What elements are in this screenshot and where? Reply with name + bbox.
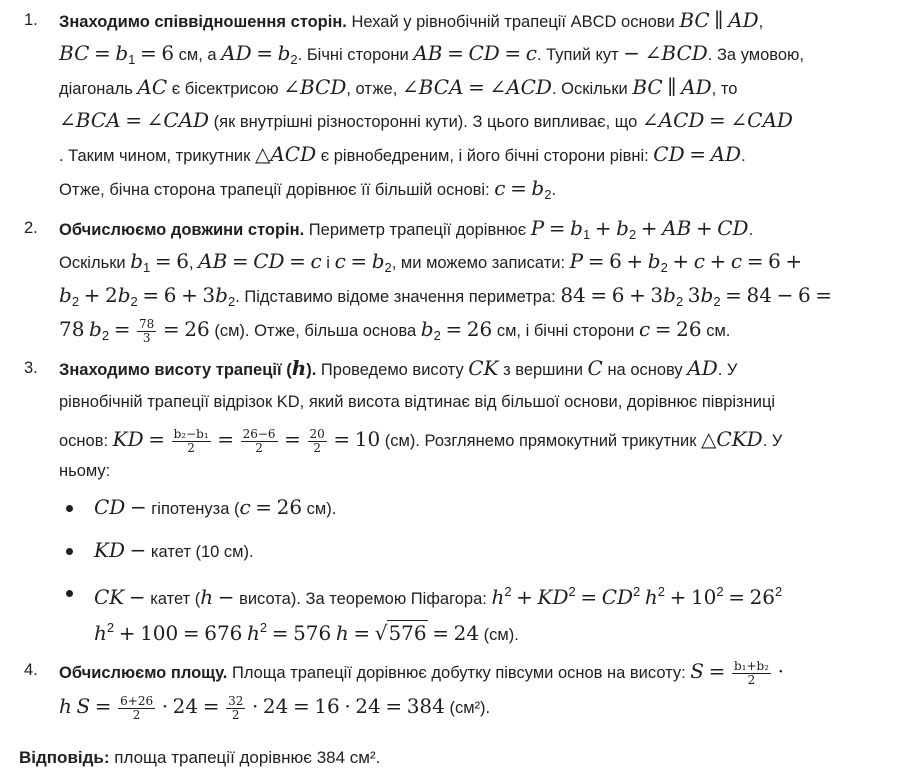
step-heading: Обчислюємо довжини сторін. (59, 221, 305, 239)
step-3-line-1: Знаходимо висоту трапеції (h). Проведемо висоту CK з вершини C на основу AD. У (59, 356, 738, 380)
step-number: 4. (24, 661, 38, 679)
step-4-line-1: Обчислюємо площу. Площа трапеції дорівнює добутку півсуми основ на висоту: S = $\frac{\text{b₁+b₂}}{2}$ · (59, 658, 784, 687)
step-1-line-6: Отже, бічна сторона трапеції дорівнює її більшій основі: $c = b_2$. (59, 176, 557, 202)
step-heading: Обчислюємо площу. (59, 663, 228, 682)
step-2-line-4: 78 $b_2$ = $\frac{78}{3}$ = 26 (см). Отже, більша основа $b_2 = 26$ см, і бічні сторони c = 26 см. (59, 316, 731, 345)
bullet-dot (66, 505, 73, 512)
answer-line (19, 747, 380, 769)
step-2-line-3: $b_2 + 2b_2 = 6 + 3b_2$. Підставимо відоме значення периметра: $84 = 6 + 3b_2$ $3b_2 = 84 - 6$ = (59, 283, 833, 309)
step-3-line-3: основ: KD = $\frac{\text{b₂−b₁}}{2}$ = $\frac{26-6}{2}$ = $\frac{20}{2}$ = 10 (см). Розглянемо прямокутний трикутник △CKD. У (59, 426, 783, 455)
step-4-line-2: h S = $\frac{6+26}{2}$ · 24 = $\frac{32}{2}$ · 24 = 16 · 24 = 384 (см²). (59, 693, 491, 722)
step-1-line-4: ∠BCA = ∠CAD (як внутрішні різносторонні кути). З цього випливає, що ∠ACD = ∠CAD (59, 108, 793, 132)
bullet-item: CD − гіпотенуза (c = 26 см). (94, 495, 337, 519)
step-3-line-2: рівнобічній трапеції відрізок KD, який висота відтинає від більшої основи, дорівнює піврізниці (59, 393, 776, 411)
bullet-dot (66, 548, 73, 555)
step-number: 3. (24, 359, 38, 377)
step-text: Нехай у рівнобічній трапеції ABCD основи BC ∥ AD, (351, 8, 764, 32)
bullet-item: CK − катет (h − висота). За теоремою Піфагора: $h^2 + KD^2 = CD^2$ $h^2 + 10^2 = 26^2$ (94, 584, 783, 609)
bullet-item-continuation: $h^2 + 100 = 676$ $h^2 = 576$ h = √576 = 24 (см). (94, 620, 519, 645)
step-1-line-3: діагональ AC є бісектрисою ∠BCD, отже, ∠BCA = ∠ACD. Оскільки BC ∥ AD, то (59, 75, 738, 99)
step-number: 1. (24, 11, 38, 29)
step-1-line-2: BC = $b_1 = 6$ см, а AD = $b_2$. Бічні сторони AB = CD = c. Тупий кут − ∠BCD. За умовою, (59, 41, 804, 67)
step-2-line-2: Оскільки $b_1 = 6$, AB = CD = c і $c = b_2$, ми можемо записати: $P = 6 + b_2 + c + c = 6$ + (59, 249, 803, 275)
answer-label: Відповідь: (19, 748, 110, 767)
answer-text: площа трапеції дорівнює 384 см². (114, 748, 381, 767)
step-3-line-4: ньому: (59, 462, 111, 480)
bullet-dot (66, 590, 73, 597)
step-2-line-1: Обчислюємо довжини сторін. Периметр трапеції дорівнює $P = b_1 + b_2$ + AB + CD. (59, 216, 754, 242)
step-1-line-5: . Таким чином, трикутник △ACD є рівнобедреним, і його бічні сторони рівні: CD = AD. (59, 142, 746, 166)
step-1-line-1 (59, 10, 763, 32)
bullet-item: KD − катет (10 см). (94, 538, 254, 562)
step-heading: Знаходимо висоту трапеції (h). (59, 356, 317, 380)
step-heading: Знаходимо співвідношення сторін. (59, 13, 347, 31)
step-number: 2. (24, 219, 38, 237)
